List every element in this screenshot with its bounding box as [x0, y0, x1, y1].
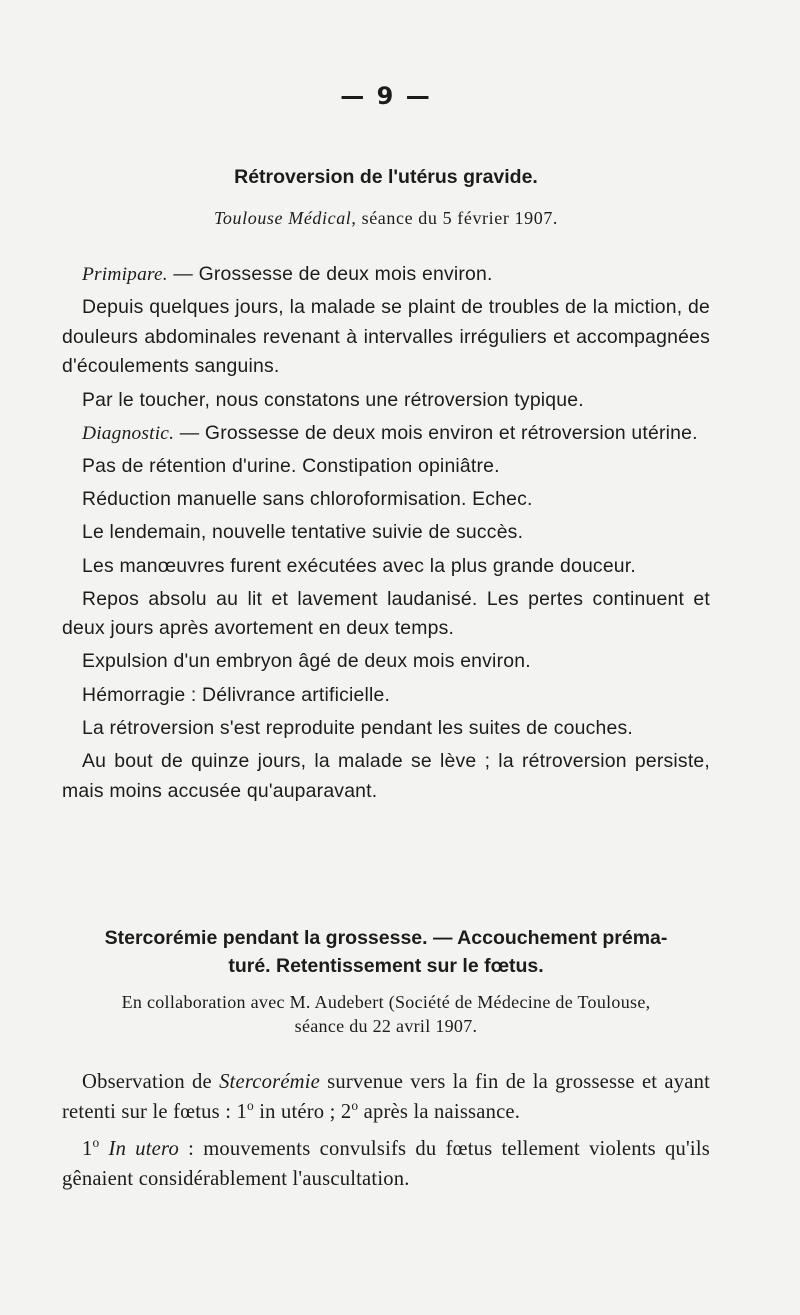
paragraph-text: in utéro ; 2 [253, 1100, 352, 1123]
paragraph-text: Les manœuvres furent exécutées avec la plus grande douceur. [82, 554, 636, 577]
paragraph-italic: In utero [108, 1138, 179, 1161]
article-1-session: , séance du 5 février 1907. [351, 208, 559, 228]
paragraph-text: survenue vers la fin de la grossesse et ayant retenti sur le fœtus : 1 [62, 1071, 710, 1123]
ordinal-superscript: o [351, 1097, 359, 1113]
paragraph [62, 1068, 710, 1127]
ordinal-superscript: o [92, 1135, 100, 1151]
article-2-title-line-1: Stercorémie pendant la grossesse. — Accouchement préma- [104, 927, 668, 949]
paragraph [62, 485, 710, 515]
paragraph-text: Depuis quelques jours, la malade se plaint de troubles de la miction, de douleurs abdominales revenant à intervalles irréguliers et accompagnées d'écoulements sanguins. [62, 296, 710, 378]
paragraph [62, 681, 710, 711]
paragraph-text: Par le toucher, nous constatons une rétroversion typique. [82, 388, 584, 411]
paragraph-number: 1 [82, 1138, 93, 1161]
paragraph [62, 585, 710, 644]
article-1-title: Rétroversion de l'utérus gravide. [234, 166, 538, 188]
paragraph-italic: Stercorémie [219, 1071, 320, 1093]
paragraph [62, 419, 710, 449]
article-2-title-line-2: turé. Retentissement sur le fœtus. [228, 955, 544, 977]
paragraph-text: : mouvements convulsifs du fœtus tellement violents qu'ils gênaient considérablement l'auscultation. [62, 1138, 710, 1190]
page-number: — 9 — [340, 82, 432, 110]
paragraph-text: Au bout de quinze jours, la malade se lève ; la rétroversion persiste, mais moins accusée qu'auparavant. [62, 750, 710, 802]
paragraph-text: après la naissance. [358, 1100, 521, 1123]
paragraph-text: La rétroversion s'est reproduite pendant les suites de couches. [82, 716, 633, 739]
paragraph-lead: Primipare. [82, 264, 168, 285]
paragraph [62, 1135, 710, 1194]
ordinal-superscript: o [246, 1097, 254, 1113]
paragraph-text: — Grossesse de deux mois environ et rétroversion utérine. [174, 421, 698, 444]
article-2-source [62, 990, 710, 1038]
article-1-body [62, 260, 710, 806]
paragraph-text: Observation de [82, 1071, 220, 1093]
article-2-title [62, 924, 710, 980]
paragraph-text: Repos absolu au lit et lavement laudanisé. Les pertes continuent et deux jours après avortement en deux temps. [62, 587, 710, 640]
article-2-source-line-1: En collaboration avec M. Audebert (Société de Médecine de Toulouse, [121, 992, 651, 1012]
paragraph [62, 747, 710, 806]
paragraph [62, 293, 710, 382]
paragraph-lead: Diagnostic. [82, 422, 175, 444]
document-page [62, 0, 710, 1315]
paragraph [62, 647, 710, 677]
paragraph-text: Hémorragie : Délivrance artificielle. [82, 683, 391, 706]
paragraph [62, 260, 710, 290]
paragraph [62, 452, 710, 482]
paragraph-text: Le lendemain, nouvelle tentative suivie de succès. [82, 521, 524, 544]
paragraph [62, 518, 710, 548]
article-1-journal: Toulouse Médical [213, 208, 352, 228]
paragraph-text: Pas de rétention d'urine. Constipation opiniâtre. [82, 454, 500, 477]
paragraph-text: Expulsion d'un embryon âgé de deux mois environ. [82, 650, 531, 673]
paragraph-text: Réduction manuelle sans chloroformisation. Echec. [82, 488, 533, 511]
article-2-body [62, 1068, 710, 1194]
paragraph [62, 714, 710, 744]
paragraph-text: — Grossesse de deux mois environ. [167, 263, 493, 285]
article-1-source [62, 208, 710, 229]
paragraph [62, 386, 710, 416]
article-2-source-line-2: séance du 22 avril 1907. [294, 1016, 478, 1036]
paragraph [62, 552, 710, 582]
